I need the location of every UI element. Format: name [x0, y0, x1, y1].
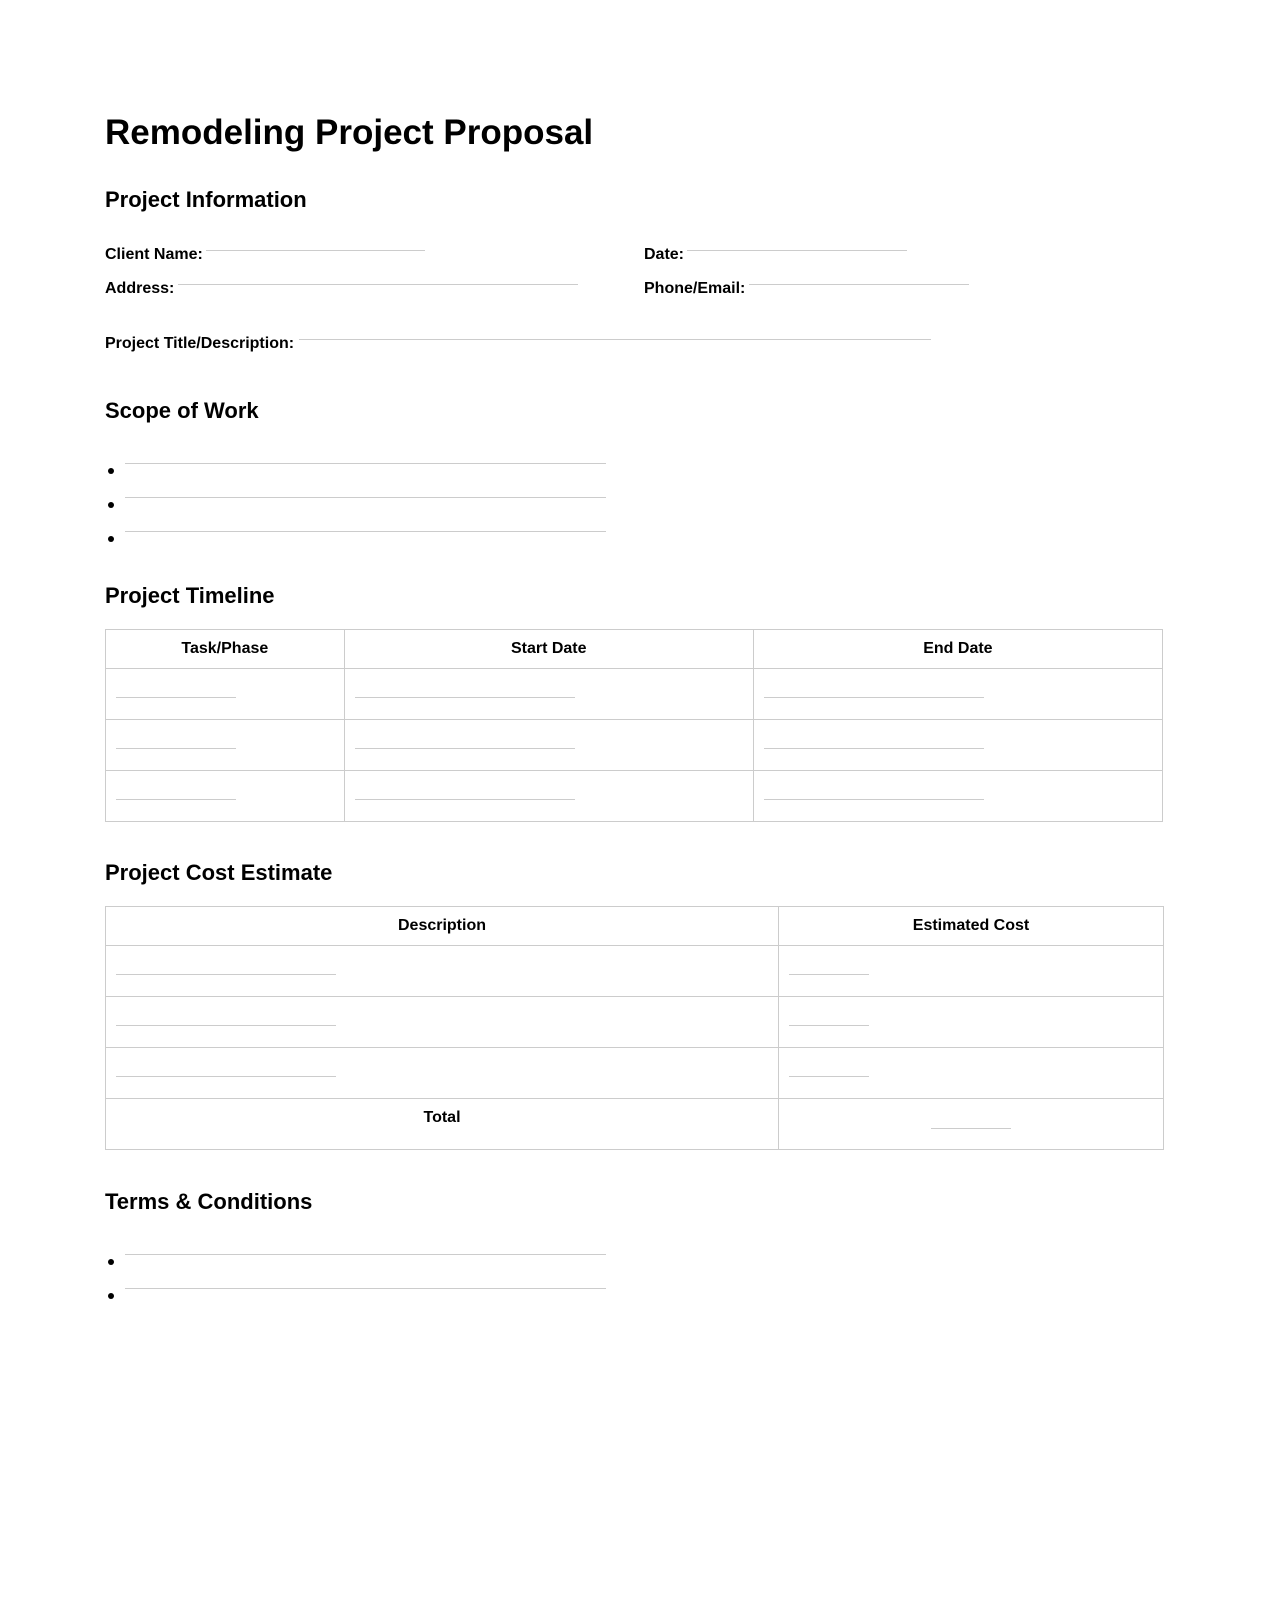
total-value-cell — [779, 1099, 1164, 1150]
description-input[interactable] — [116, 1076, 336, 1077]
task-phase-cell — [106, 771, 345, 822]
task-phase-input[interactable] — [116, 799, 236, 800]
end-date-cell — [753, 771, 1162, 822]
table-row — [106, 669, 1163, 720]
section-heading-project-information: Project Information — [105, 187, 307, 212]
description-cell — [106, 946, 779, 997]
table-row — [106, 720, 1163, 771]
address-label: Address: — [105, 280, 175, 297]
total-value-input[interactable] — [931, 1128, 1011, 1129]
task-phase-cell — [106, 720, 345, 771]
start-date-cell — [344, 720, 753, 771]
description-cell — [106, 1048, 779, 1099]
table-row — [106, 946, 1164, 997]
table-row — [106, 997, 1164, 1048]
table-row — [106, 1048, 1164, 1099]
column-header-end-date: End Date — [753, 630, 1162, 669]
estimated-cost-input[interactable] — [789, 1076, 869, 1077]
project-title-description-label: Project Title/Description: — [105, 335, 295, 352]
phone-email-label: Phone/Email: — [644, 280, 746, 297]
task-phase-input[interactable] — [116, 697, 236, 698]
bullet-icon — [108, 1293, 114, 1299]
end-date-cell — [753, 669, 1162, 720]
table-header-row — [106, 907, 1164, 946]
end-date-input[interactable] — [764, 799, 984, 800]
description-input[interactable] — [116, 1025, 336, 1026]
total-row — [106, 1099, 1164, 1150]
start-date-cell — [344, 771, 753, 822]
document-title: Remodeling Project Proposal — [105, 113, 594, 152]
total-label-cell — [106, 1099, 779, 1150]
project-timeline-table — [105, 629, 1163, 822]
client-name-input[interactable] — [206, 250, 425, 251]
task-phase-input[interactable] — [116, 748, 236, 749]
end-date-cell — [753, 720, 1162, 771]
scope-item-input[interactable] — [125, 463, 606, 464]
column-header-start-date: Start Date — [344, 630, 753, 669]
date-input[interactable] — [687, 250, 907, 251]
task-phase-cell — [106, 669, 345, 720]
address-input[interactable] — [178, 284, 578, 285]
description-cell — [106, 997, 779, 1048]
section-heading-project-cost-estimate: Project Cost Estimate — [105, 860, 333, 885]
project-title-description-input[interactable] — [299, 339, 931, 340]
section-heading-terms-conditions: Terms & Conditions — [105, 1189, 313, 1214]
column-header-description: Description — [106, 907, 779, 946]
terms-item-input[interactable] — [125, 1254, 606, 1255]
estimated-cost-input[interactable] — [789, 974, 869, 975]
end-date-input[interactable] — [764, 748, 984, 749]
start-date-input[interactable] — [355, 748, 575, 749]
bullet-icon — [108, 536, 114, 542]
date-label: Date: — [644, 246, 685, 263]
phone-email-input[interactable] — [749, 284, 969, 285]
scope-item-input[interactable] — [125, 497, 606, 498]
bullet-icon — [108, 502, 114, 508]
bullet-icon — [108, 1259, 114, 1265]
start-date-input[interactable] — [355, 697, 575, 698]
estimated-cost-cell — [779, 997, 1164, 1048]
estimated-cost-cell — [779, 1048, 1164, 1099]
column-header-estimated-cost: Estimated Cost — [779, 907, 1164, 946]
section-heading-project-timeline: Project Timeline — [105, 583, 275, 608]
terms-item-input[interactable] — [125, 1288, 606, 1289]
project-cost-estimate-table — [105, 906, 1164, 1150]
start-date-input[interactable] — [355, 799, 575, 800]
section-heading-scope-of-work: Scope of Work — [105, 398, 259, 423]
table-row — [106, 771, 1163, 822]
end-date-input[interactable] — [764, 697, 984, 698]
total-label: Total — [423, 1109, 461, 1126]
description-input[interactable] — [116, 974, 336, 975]
column-header-task-phase: Task/Phase — [106, 630, 345, 669]
bullet-icon — [108, 468, 114, 474]
table-header-row — [106, 630, 1163, 669]
scope-item-input[interactable] — [125, 531, 606, 532]
estimated-cost-cell — [779, 946, 1164, 997]
start-date-cell — [344, 669, 753, 720]
estimated-cost-input[interactable] — [789, 1025, 869, 1026]
client-name-label: Client Name: — [105, 246, 203, 263]
